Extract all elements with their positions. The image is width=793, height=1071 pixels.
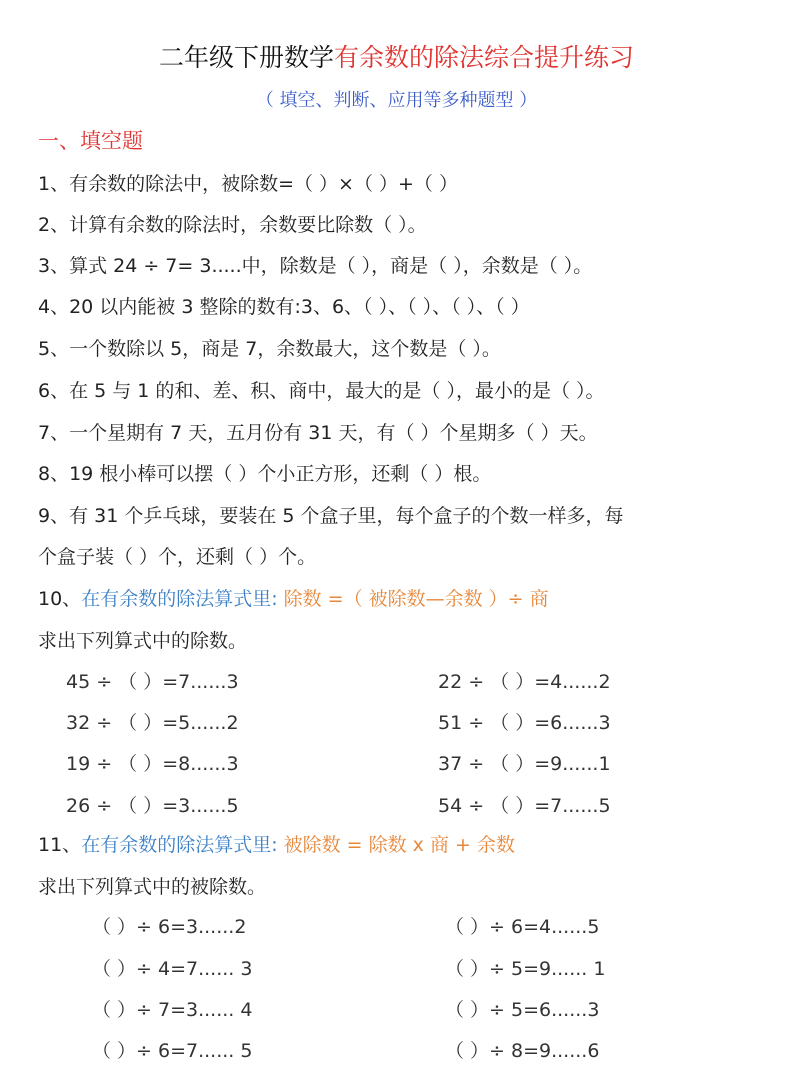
question-5: 5、一个数除以 5，商是 7，余数最大，这个数是（ ）。 — [38, 338, 501, 360]
q10-exercise-right-2: 51 ÷ （ ）=6......3 — [438, 712, 611, 734]
question-9-line1: 9、有 31 个乒乓球，要装在 5 个盒子里，每个盒子的个数一样多，每 — [38, 505, 624, 527]
q10-exercise-left-1: 45 ÷ （ ）=7......3 — [66, 671, 239, 693]
question-10-rule — [38, 585, 549, 613]
question-11-instruction: 求出下列算式中的被除数。 — [38, 876, 267, 898]
q11-exercise-right-1: （ ）÷ 6=4......5 — [445, 916, 600, 938]
page-subtitle: （ 填空、判断、应用等多种题型 ） — [255, 90, 538, 111]
question-8: 8、19 根小棒可以摆（ ）个小正方形，还剩（ ）根。 — [38, 463, 492, 485]
question-11-rule — [38, 831, 515, 859]
question-1: 1、有余数的除法中，被除数=（ ）×（ ）+（ ） — [38, 173, 458, 195]
q10-exercise-right-3: 37 ÷ （ ）=9......1 — [438, 753, 611, 775]
title-red: 有余数的除法综合提升练习 — [334, 43, 635, 72]
q10-exercise-right-4: 54 ÷ （ ）=7......5 — [438, 795, 611, 817]
title-black: 二年级下册数学 — [158, 43, 334, 72]
question-2: 2、计算有余数的除法时，余数要比除数（ ）。 — [38, 214, 427, 236]
question-7: 7、一个星期有 7 天，五月份有 31 天，有（ ）个星期多（ ）天。 — [38, 422, 598, 444]
section-heading-fill-blank: 一、填空题 — [38, 129, 143, 153]
q11-rule-formula: 被除数 = 除数 x 商 + 余数 — [277, 834, 515, 856]
question-10-instruction: 求出下列算式中的除数。 — [38, 630, 248, 652]
q11-exercise-right-3: （ ）÷ 5=6......3 — [445, 999, 600, 1021]
q10-number: 10、 — [38, 588, 82, 610]
q10-exercise-left-2: 32 ÷ （ ）=5......2 — [66, 712, 239, 734]
question-9-line2: 个盒子装（ ）个，还剩（ ）个。 — [38, 546, 317, 568]
question-4: 4、20 以内能被 3 整除的数有:3、6、（ ）、（ ）、（ ）、（ ） — [38, 296, 530, 318]
q11-exercise-right-2: （ ）÷ 5=9...... 1 — [445, 958, 606, 980]
q11-exercise-left-4: （ ）÷ 6=7...... 5 — [92, 1040, 253, 1062]
q10-exercise-right-1: 22 ÷ （ ）=4......2 — [438, 671, 611, 693]
q11-exercise-right-4: （ ）÷ 8=9......6 — [445, 1040, 600, 1062]
q11-exercise-left-1: （ ）÷ 6=3......2 — [92, 916, 247, 938]
page-title — [0, 40, 793, 76]
q10-exercise-left-4: 26 ÷ （ ）=3......5 — [66, 795, 239, 817]
q11-rule-lead: 在有余数的除法算式里: — [81, 834, 278, 856]
q11-number: 11、 — [38, 834, 82, 856]
q11-exercise-left-3: （ ）÷ 7=3...... 4 — [92, 999, 253, 1021]
q11-exercise-left-2: （ ）÷ 4=7...... 3 — [92, 958, 253, 980]
question-6: 6、在 5 与 1 的和、差、积、商中，最大的是（ ），最小的是（ ）。 — [38, 380, 605, 402]
question-3: 3、算式 24 ÷ 7= 3.....中，除数是（ ），商是（ ），余数是（ ）。 — [38, 255, 593, 277]
q10-rule-lead: 在有余数的除法算式里: — [81, 588, 278, 610]
q10-rule-formula: 除数 =（ 被除数—余数 ）÷ 商 — [277, 588, 549, 610]
q10-exercise-left-3: 19 ÷ （ ）=8......3 — [66, 753, 239, 775]
